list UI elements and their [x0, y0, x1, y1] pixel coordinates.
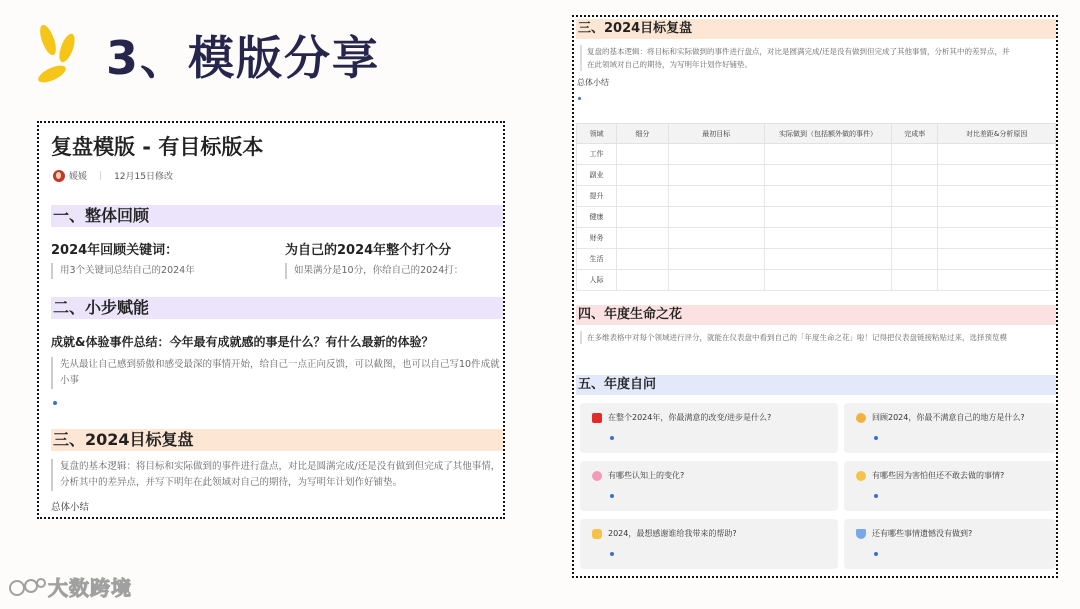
section-heading-goals-right: 三、2024目标复盘: [576, 19, 1056, 39]
keywords-title: 2024年回顾关键词：: [51, 243, 179, 258]
keywords-hint: 用3个关键词总结自己的2024年: [51, 263, 195, 279]
score-title: 为自己的2024年整个打个分: [285, 243, 452, 258]
goal-review-table: [576, 123, 1056, 291]
question-card[interactable]: [844, 461, 1056, 511]
table-cell[interactable]: [938, 207, 1056, 228]
table-cell[interactable]: [668, 249, 764, 270]
table-cell[interactable]: [616, 270, 668, 291]
question-card[interactable]: [844, 403, 1056, 453]
table-row: [577, 270, 1056, 291]
table-cell[interactable]: [892, 165, 938, 186]
question-card[interactable]: [844, 519, 1056, 569]
table-cell[interactable]: [764, 144, 892, 165]
table-cell[interactable]: [892, 207, 938, 228]
bullet-dot: [874, 552, 878, 556]
score-hint: 如果满分是10分，你给自己的2024打：: [285, 263, 463, 279]
question-card[interactable]: [580, 519, 838, 569]
bullet-dot: [874, 494, 878, 498]
table-cell[interactable]: [668, 165, 764, 186]
leaf-logo-icon: [34, 18, 94, 90]
modified-date: 12月15日修改: [114, 172, 173, 182]
table-cell: 生活: [577, 249, 617, 270]
brain-icon: [592, 471, 602, 481]
table-cell: 人际: [577, 270, 617, 291]
table-cell[interactable]: [616, 165, 668, 186]
table-cell[interactable]: [668, 228, 764, 249]
summary-label-right: 总体小结: [577, 78, 609, 87]
goals-logic-text: 复盘的基本逻辑：将目标和实际做到的事件进行盘点，对比是圆满完成/还是没有做到但完成了其他事情，分析其中的差异点，并写下明年在此领域对自己的期待，为写明年计划作好铺垫。: [51, 459, 505, 491]
table-cell[interactable]: [668, 207, 764, 228]
table-cell: 工作: [577, 144, 617, 165]
table-cell: 副业: [577, 165, 617, 186]
table-cell[interactable]: [892, 249, 938, 270]
table-cell: 健康: [577, 207, 617, 228]
bullet-dot: [610, 494, 614, 498]
fear-face-icon: [856, 471, 866, 481]
table-cell[interactable]: [938, 249, 1056, 270]
avatar: [53, 170, 65, 182]
question-text: 有哪些因为害怕但还不敢去做的事情?: [872, 471, 1005, 480]
table-cell[interactable]: [764, 270, 892, 291]
table-row: [577, 144, 1056, 165]
table-header: 细分: [616, 124, 668, 144]
table-row: [577, 207, 1056, 228]
bullet-dot: [874, 436, 878, 440]
watermark: [8, 572, 132, 601]
table-cell[interactable]: [938, 186, 1056, 207]
table-cell[interactable]: [938, 228, 1056, 249]
bullet-dot: [610, 436, 614, 440]
question-text: 回顾2024，你最不满意自己的地方是什么?: [872, 413, 1025, 422]
life-flower-text: 在多维表格中对每个领域进行评分，就能在仪表盘中看到自己的「年度生命之花」啦！记得把仪表盘链接粘贴过来，选择预览模: [580, 331, 1056, 344]
table-cell[interactable]: [616, 144, 668, 165]
table-cell[interactable]: [938, 270, 1056, 291]
question-text: 在整个2024年，你最满意的改变/进步是什么?: [608, 413, 772, 422]
table-cell[interactable]: [892, 186, 938, 207]
bullet-dot: [610, 552, 614, 556]
question-text: 2024，最想感谢谁给我带来的帮助?: [608, 529, 737, 538]
table-header: 最初目标: [668, 124, 764, 144]
question-card[interactable]: [580, 403, 838, 453]
goals-logic-text-right: 复盘的基本逻辑：将目标和实际做到的事件进行盘点，对比是圆满完成/还是没有做到但完成了其他事情，分析其中的差异点，并 在此领域对自己的期待，为写明年计划作好铺垫。: [580, 45, 1056, 71]
table-cell[interactable]: [764, 228, 892, 249]
section-heading-life-flower: 四、年度生命之花: [576, 305, 1056, 325]
bullet-dot: [53, 401, 57, 405]
shield-icon: [856, 529, 866, 539]
table-cell[interactable]: [892, 270, 938, 291]
template-preview-right: [572, 15, 1058, 578]
table-header-row: [577, 124, 1056, 144]
table-row: [577, 249, 1056, 270]
table-cell[interactable]: [892, 144, 938, 165]
section-heading-self-questions: 五、年度自问: [576, 375, 1056, 395]
table-row: [577, 228, 1056, 249]
achievement-hint: 先从最让自己感到骄傲和感受最深的事情开始，给自己一点正向反馈，可以截图，也可以自己写10件成就小事: [51, 357, 503, 389]
table-cell[interactable]: [668, 144, 764, 165]
table-cell[interactable]: [616, 249, 668, 270]
bullet-dot: [578, 97, 581, 100]
table-header: 完成率: [892, 124, 938, 144]
table-row: [577, 186, 1056, 207]
slide-title: 3、模版分享: [106, 31, 381, 85]
table-cell: 财务: [577, 228, 617, 249]
table-cell: 提升: [577, 186, 617, 207]
table-cell[interactable]: [616, 186, 668, 207]
table-cell[interactable]: [616, 228, 668, 249]
template-preview-left: [37, 121, 505, 519]
question-text: 还有哪些事情遗憾没有做到?: [872, 529, 973, 538]
summary-label: 总体小结: [51, 502, 90, 513]
table-cell[interactable]: [892, 228, 938, 249]
watermark-logo-icon: [8, 574, 48, 600]
table-cell[interactable]: [668, 270, 764, 291]
question-card[interactable]: [580, 461, 838, 511]
face-icon: [856, 413, 866, 423]
table-cell[interactable]: [616, 207, 668, 228]
question-text: 有哪些认知上的变化?: [608, 471, 685, 480]
thanks-icon: [592, 529, 602, 539]
achievement-title: 成就&体验事件总结：今年最有成就感的事是什么？有什么最新的体验？: [51, 335, 434, 349]
section-heading-empower: 二、小步赋能: [51, 297, 503, 319]
heart-icon: [592, 413, 602, 423]
doc-meta: [53, 169, 173, 182]
section-heading-overview: 一、整体回顾: [51, 205, 503, 227]
table-header: 领域: [577, 124, 617, 144]
table-cell[interactable]: [764, 207, 892, 228]
table-cell[interactable]: [938, 144, 1056, 165]
section-heading-goals: 三、2024目标复盘: [51, 429, 503, 451]
table-header: 对比差距&分析原因: [938, 124, 1056, 144]
doc-title: 复盘模版 - 有目标版本: [51, 135, 264, 159]
author-name: 媛媛: [69, 172, 88, 182]
table-cell[interactable]: [938, 165, 1056, 186]
meta-divider: |: [99, 170, 103, 181]
table-cell[interactable]: [764, 165, 892, 186]
table-cell[interactable]: [764, 249, 892, 270]
table-header: 实际做到（包括额外做的事件）: [764, 124, 892, 144]
table-row: [577, 165, 1056, 186]
watermark-text: 大数跨境: [48, 576, 132, 600]
table-cell[interactable]: [764, 186, 892, 207]
table-cell[interactable]: [668, 186, 764, 207]
